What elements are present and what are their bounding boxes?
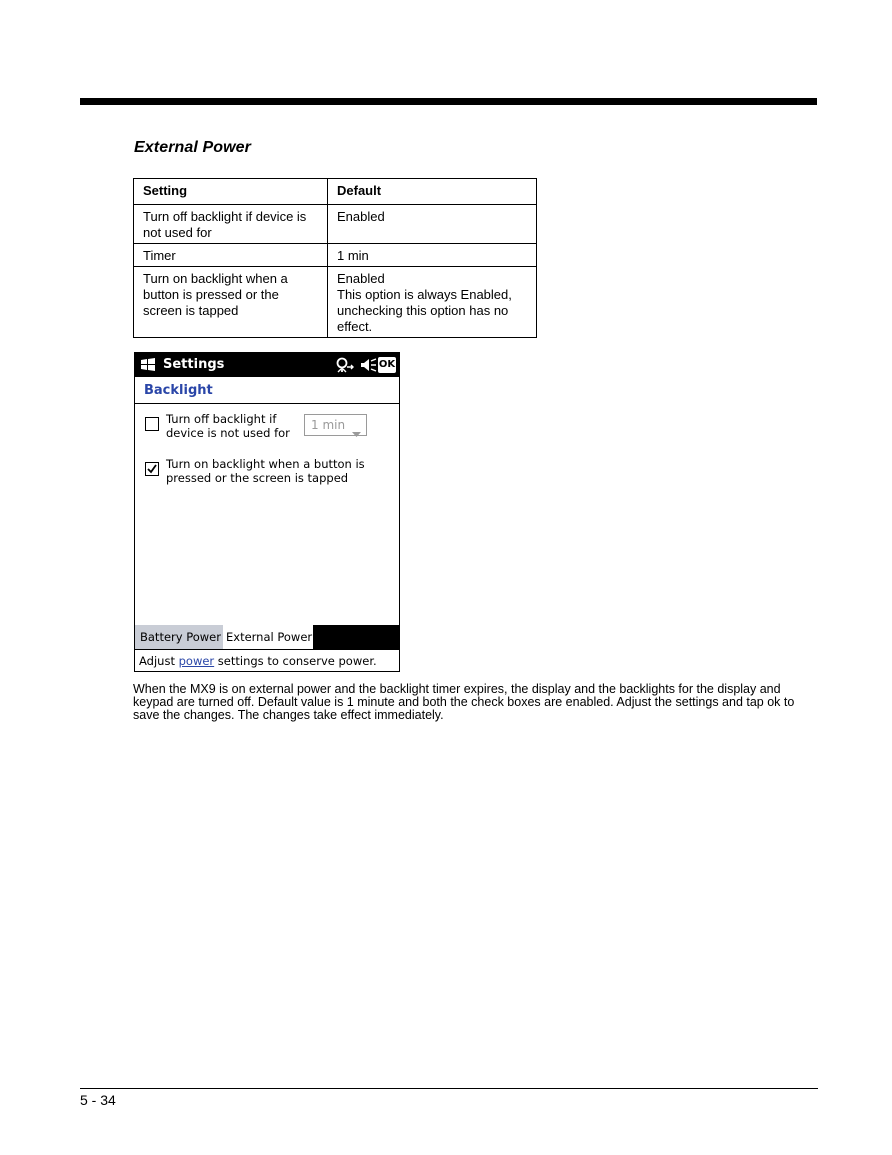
table-cell-default: Enabled This option is always Enabled, unchecking this option has no effect. [328,267,537,338]
table-row [134,244,537,267]
heading-divider [135,403,399,404]
page-heading: Backlight [144,383,213,398]
volume-muted-icon[interactable] [359,356,377,374]
bottom-rule [80,1088,818,1089]
settings-table [133,178,537,338]
table-cell-default: Enabled [328,205,537,244]
ok-button[interactable]: OK [378,357,396,373]
table-cell-setting: Turn off backlight if device is not used for [134,205,328,244]
top-rule [80,98,817,105]
check-icon [146,463,158,475]
table-row [134,267,537,338]
device-screenshot [134,352,400,672]
title-bar [135,353,399,377]
column-header-default: Default [328,179,537,205]
tab-external-power[interactable]: External Power [223,625,313,649]
power-link[interactable]: power [178,654,215,668]
table-header-row [134,179,537,205]
page-number: 5 - 34 [80,1092,116,1108]
timer-dropdown[interactable] [304,414,367,436]
power-hint [139,654,377,668]
tab-bar [135,625,399,649]
backlight-on-tap-label: Turn on backlight when a button is pressed or the screen is tapped [166,457,365,485]
backlight-timeout-checkbox[interactable] [145,417,159,431]
backlight-on-tap-checkbox[interactable] [145,462,159,476]
hint-text-after: settings to conserve power. [214,654,377,668]
column-header-setting: Setting [134,179,328,205]
tab-bar-divider [135,649,399,650]
table-row [134,205,537,244]
timer-value: 1 min [311,418,346,432]
backlight-timeout-label: Turn off backlight if device is not used for [166,412,290,440]
section-title: External Power [134,139,252,156]
hint-text-before: Adjust [139,654,179,668]
connectivity-icon[interactable] [335,356,355,374]
table-cell-default: 1 min [328,244,537,267]
tab-battery-power[interactable]: Battery Power [135,625,223,649]
chevron-down-icon [352,423,361,443]
body-paragraph: When the MX9 is on external power and the backlight timer expires, the display and the backlights for the display and keypad are turned off. Default value is 1 minute and both the check boxes are enabled. Adjust the settings and tap ok to save the changes. The changes take effect immediately. [133,682,795,722]
windows-start-icon[interactable] [140,357,156,373]
table-cell-setting: Turn on backlight when a button is pressed or the screen is tapped [134,267,328,338]
app-title: Settings [163,357,225,372]
table-cell-setting: Timer [134,244,328,267]
